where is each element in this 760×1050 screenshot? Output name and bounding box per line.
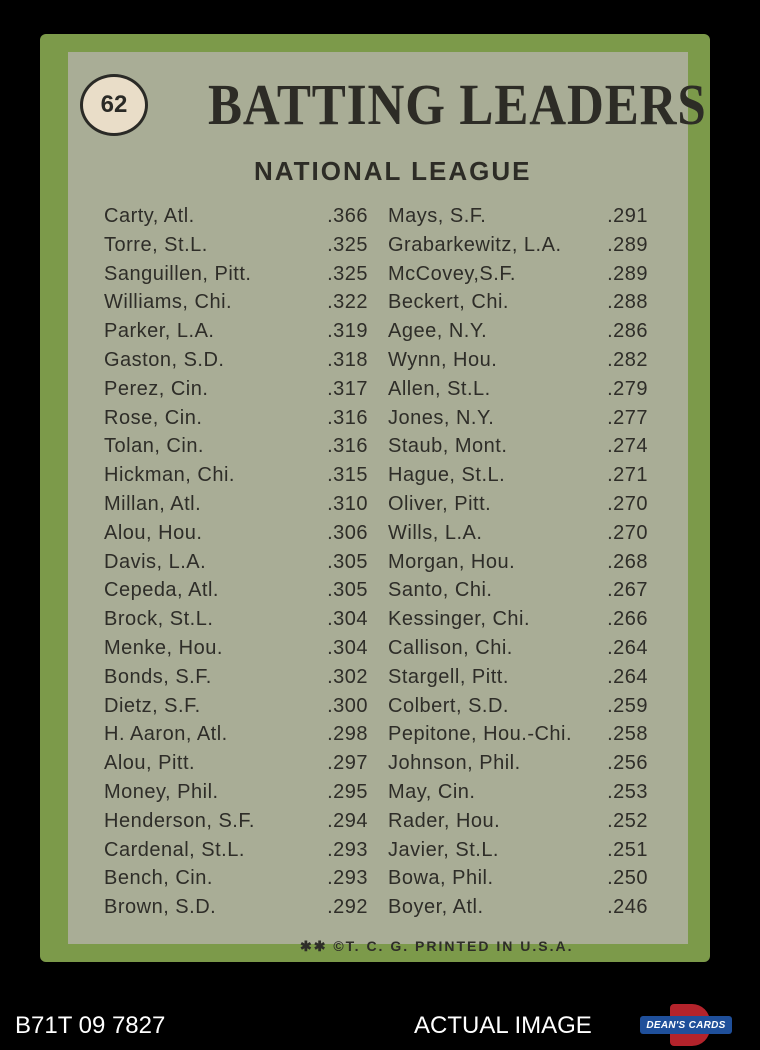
copyright-line: ✱✱ ©T. C. G. PRINTED IN U.S.A. [300, 938, 574, 954]
player-name: Bowa, Phil. [388, 867, 494, 890]
batting-average: .293 [327, 867, 368, 890]
player-name: Oliver, Pitt. [388, 492, 492, 515]
leader-row [104, 836, 368, 865]
leader-row [388, 836, 648, 865]
deans-cards-logo [640, 1004, 736, 1046]
inventory-code: B71T 09 7827 [15, 1012, 166, 1039]
leader-row [388, 288, 648, 317]
batting-average: .282 [607, 348, 648, 371]
leader-row [104, 576, 368, 605]
player-name: Bonds, S.F. [104, 665, 212, 688]
leader-row [104, 692, 368, 721]
batting-average: .366 [327, 205, 368, 227]
player-name: Henderson, S.F. [104, 809, 255, 832]
player-name: Rader, Hou. [388, 809, 501, 832]
leader-row [388, 432, 648, 461]
player-name: Pepitone, Hou.-Chi. [388, 723, 573, 746]
player-name: Cardenal, St.L. [104, 838, 245, 861]
actual-image-label: ACTUAL IMAGE [414, 1012, 592, 1039]
leader-row [388, 375, 648, 404]
leader-row [388, 317, 648, 346]
card-panel [68, 52, 707, 954]
player-name: Hickman, Chi. [104, 464, 235, 487]
leader-row [104, 202, 368, 231]
leader-row [104, 260, 368, 289]
player-name: Money, Phil. [104, 780, 219, 803]
leader-row [104, 490, 368, 519]
leader-row [388, 519, 648, 548]
leader-row [388, 634, 648, 663]
player-name: Brock, St.L. [104, 608, 214, 631]
leader-row [388, 548, 648, 577]
leader-row [104, 778, 368, 807]
leader-row [104, 432, 368, 461]
player-name: Morgan, Hou. [388, 550, 516, 573]
card-number-badge: 62 [80, 74, 148, 136]
leader-row [388, 490, 648, 519]
leader-row [388, 692, 648, 721]
batting-average: .304 [327, 636, 368, 659]
leaders-right-column [388, 202, 648, 922]
leader-row [388, 404, 648, 433]
batting-average: .279 [607, 377, 648, 400]
batting-average: .315 [327, 464, 368, 487]
player-name: Williams, Chi. [104, 291, 233, 314]
batting-average: .258 [607, 723, 648, 746]
batting-average: .252 [607, 809, 648, 832]
player-name: Parker, L.A. [104, 320, 215, 343]
batting-average: .277 [607, 406, 648, 429]
leader-row [104, 605, 368, 634]
batting-average: .289 [607, 233, 648, 256]
player-name: Agee, N.Y. [388, 320, 488, 343]
leader-row [104, 317, 368, 346]
batting-average: .322 [327, 291, 368, 314]
batting-average: .270 [607, 521, 648, 544]
batting-average: .271 [607, 464, 648, 487]
batting-average: .293 [327, 838, 368, 861]
batting-average: .298 [327, 723, 368, 746]
batting-average: .325 [327, 233, 368, 256]
player-name: Hague, St.L. [388, 464, 506, 487]
player-name: Allen, St.L. [388, 377, 491, 400]
card-subtitle: NATIONAL LEAGUE [254, 156, 532, 186]
batting-average: .253 [607, 780, 648, 803]
batting-average: .292 [327, 896, 368, 919]
batting-average: .250 [607, 867, 648, 890]
batting-average: .306 [327, 521, 368, 544]
batting-average: .266 [607, 608, 648, 631]
batting-average: .251 [607, 838, 648, 861]
batting-average: .317 [327, 377, 368, 400]
player-name: Jones, N.Y. [388, 406, 495, 429]
leader-row [104, 288, 368, 317]
player-name: Beckert, Chi. [388, 291, 509, 314]
logo-band: DEAN'S CARDS [640, 1016, 732, 1034]
player-name: Colbert, S.D. [388, 694, 509, 717]
leader-row [388, 260, 648, 289]
player-name: Tolan, Cin. [104, 435, 204, 458]
leader-row [104, 231, 368, 260]
batting-average: .264 [607, 636, 648, 659]
leader-row [104, 346, 368, 375]
batting-average: .256 [607, 752, 648, 775]
leader-row [388, 778, 648, 807]
batting-average: .264 [607, 665, 648, 688]
batting-average: .305 [327, 550, 368, 573]
batting-average: .297 [327, 752, 368, 775]
leader-row [104, 720, 368, 749]
batting-average: .259 [607, 694, 648, 717]
player-name: Callison, Chi. [388, 636, 513, 659]
player-name: Kessinger, Chi. [388, 608, 531, 631]
leader-row [104, 548, 368, 577]
batting-average: .305 [327, 579, 368, 602]
player-name: Carty, Atl. [104, 205, 195, 227]
player-name: Wynn, Hou. [388, 348, 498, 371]
leader-row [388, 749, 648, 778]
leader-row [104, 807, 368, 836]
leader-row [104, 461, 368, 490]
batting-average: .270 [607, 492, 648, 515]
leader-row [388, 231, 648, 260]
batting-average: .295 [327, 780, 368, 803]
player-name: May, Cin. [388, 780, 476, 803]
card-title: BATTING LEADERS [208, 72, 707, 137]
player-name: Alou, Pitt. [104, 752, 196, 775]
leader-row [388, 202, 648, 231]
leader-row [388, 893, 648, 922]
leader-row [388, 576, 648, 605]
player-name: Millan, Atl. [104, 492, 202, 515]
leader-row [104, 864, 368, 893]
batting-average: .302 [327, 665, 368, 688]
player-name: Perez, Cin. [104, 377, 209, 400]
batting-average: .291 [607, 205, 648, 227]
batting-average: .316 [327, 435, 368, 458]
leader-row [104, 404, 368, 433]
player-name: McCovey,S.F. [388, 262, 516, 285]
player-name: Brown, S.D. [104, 896, 217, 919]
leader-row [104, 893, 368, 922]
leader-row [104, 375, 368, 404]
batting-average: .246 [607, 896, 648, 919]
batting-average: .294 [327, 809, 368, 832]
batting-average: .300 [327, 694, 368, 717]
player-name: Alou, Hou. [104, 521, 203, 544]
card-back [40, 34, 710, 962]
leader-row [388, 346, 648, 375]
player-name: Gaston, S.D. [104, 348, 225, 371]
leader-row [388, 605, 648, 634]
batting-average: .304 [327, 608, 368, 631]
player-name: Staub, Mont. [388, 435, 508, 458]
leaders-left-column [104, 202, 368, 922]
leader-row [388, 720, 648, 749]
player-name: Bench, Cin. [104, 867, 213, 890]
player-name: Stargell, Pitt. [388, 665, 509, 688]
player-name: Dietz, S.F. [104, 694, 201, 717]
player-name: Davis, L.A. [104, 550, 207, 573]
player-name: Mays, S.F. [388, 205, 487, 227]
player-name: Wills, L.A. [388, 521, 483, 544]
leader-row [104, 634, 368, 663]
leader-row [388, 461, 648, 490]
player-name: Boyer, Atl. [388, 896, 484, 919]
player-name: Santo, Chi. [388, 579, 493, 602]
player-name: Johnson, Phil. [388, 752, 521, 775]
player-name: Rose, Cin. [104, 406, 203, 429]
batting-average: .274 [607, 435, 648, 458]
player-name: Grabarkewitz, L.A. [388, 233, 562, 256]
batting-average: .289 [607, 262, 648, 285]
batting-average: .288 [607, 291, 648, 314]
batting-average: .267 [607, 579, 648, 602]
batting-average: .268 [607, 550, 648, 573]
batting-average: .319 [327, 320, 368, 343]
leader-row [388, 864, 648, 893]
leader-row [388, 663, 648, 692]
batting-average: .286 [607, 320, 648, 343]
leader-row [388, 807, 648, 836]
player-name: Sanguillen, Pitt. [104, 262, 252, 285]
leader-row [104, 749, 368, 778]
leader-row [104, 519, 368, 548]
player-name: Cepeda, Atl. [104, 579, 219, 602]
batting-average: .318 [327, 348, 368, 371]
player-name: H. Aaron, Atl. [104, 723, 228, 746]
leader-row [104, 663, 368, 692]
batting-average: .316 [327, 406, 368, 429]
batting-average: .310 [327, 492, 368, 515]
player-name: Torre, St.L. [104, 233, 208, 256]
player-name: Javier, St.L. [388, 838, 499, 861]
player-name: Menke, Hou. [104, 636, 223, 659]
batting-average: .325 [327, 262, 368, 285]
